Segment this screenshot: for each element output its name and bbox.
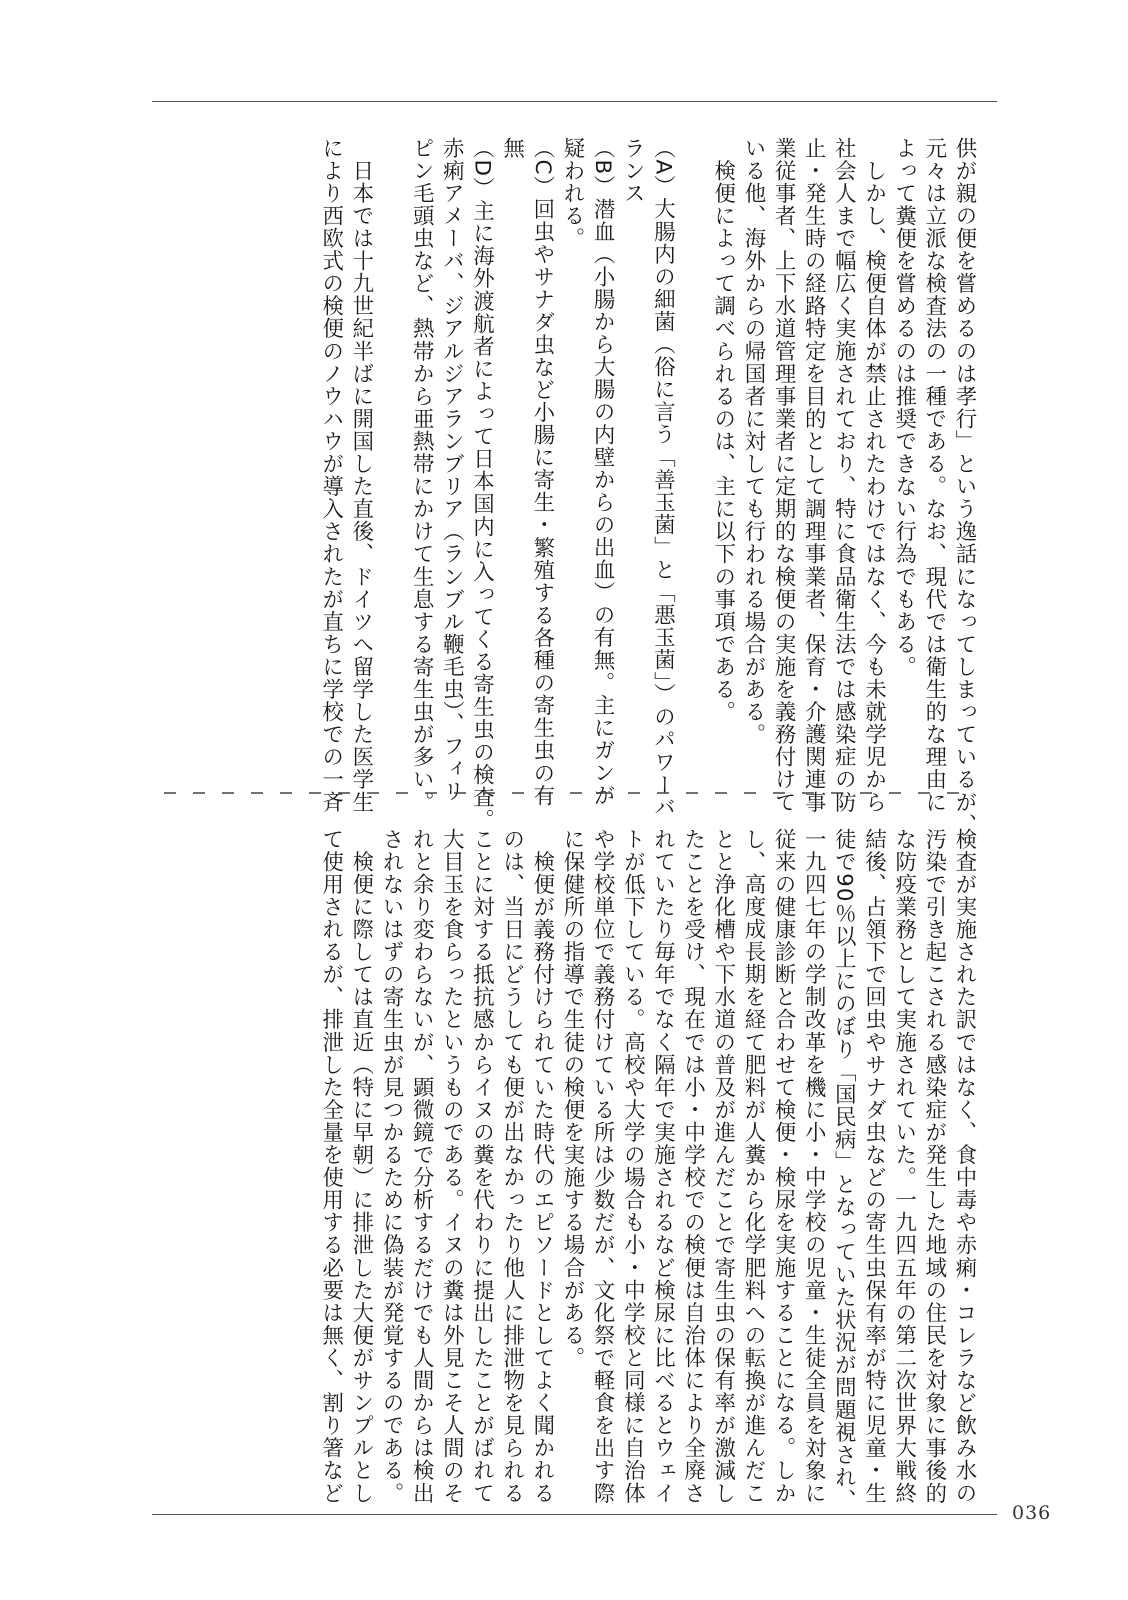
text-line: 検査が実施された訳ではなく、食中毒や赤痢・コレラなど飲み水の <box>952 828 977 1505</box>
page-number: 036 <box>1012 1502 1052 1524</box>
text-line: 大目玉を食らったというものである。イヌの糞は外見こそ人間のそ <box>439 828 465 1505</box>
text-line: 元々は立派な検査法の一種である。なお、現代では衛生的な理由に <box>921 137 947 814</box>
text-line: 業従事者、上下水道管理事業者に定期的な検便の実施を義務付けて <box>771 137 797 814</box>
text-line: いる他、海外からの帰国者に対しても行われる場合がある。 <box>740 137 766 746</box>
text-line: よって糞便を嘗めるのは推奨できない行為でもある。 <box>891 137 917 679</box>
text-line: （C）回虫やサナダ虫など小腸に寄生・繁殖する各種の寄生虫の有 <box>529 137 555 808</box>
bottom-rule <box>152 1514 997 1515</box>
text-line: 無 <box>499 137 525 160</box>
text-line: トが低下している。高校や大学の場合も小・中学校と同様に自治体 <box>620 828 646 1505</box>
text-line: 赤痢アメーバ、ジアルジアランブリア（ランブル鞭毛虫）、フィリ <box>439 137 465 803</box>
text-line: 検便が義務付けられていた時代のエピソードとしてよく聞かれる <box>529 828 555 1505</box>
text-line: 汚染で引き起こされる感染症が発生した地域の住民を対象に事後的 <box>921 828 947 1505</box>
text-line <box>677 137 707 777</box>
text-line: な防疫業務として実施されていた。一九四五年の第二次世界大戦終 <box>891 828 917 1505</box>
text-line: 検便によって調べられるのは、主に以下の事項である。 <box>710 137 736 724</box>
text-line: されないはずの寄生虫が見つかるために偽装が発覚するのである。 <box>379 828 405 1505</box>
text-line: 検便に際しては直近（特に早朝）に排泄した大便がサンプルとし <box>348 828 374 1505</box>
text-line: たことを受け、現在では小・中学校での検便は自治体により全廃さ <box>680 828 706 1505</box>
text-line: ことに対する抵抗感からイヌの糞を代わりに提出したことがばれて <box>469 828 495 1505</box>
text-line: 供が親の便を嘗めるのは孝行」という逸話になってしまっているが、 <box>952 137 977 837</box>
section-separator <box>160 787 972 799</box>
text-line: や学校単位で義務付けている所は少数だが、文化祭で軽食を出す際 <box>590 828 616 1505</box>
upper-text-block <box>316 137 979 837</box>
top-rule <box>152 101 997 102</box>
text-line: 結後、占領下で回虫やサナダ虫などの寄生虫保有率が特に児童・生 <box>861 828 887 1505</box>
text-line: ピン毛頭虫など、熱帯から亜熱帯にかけて生息する寄生虫が多い。 <box>409 137 435 814</box>
text-line: 社会人まで幅広く実施されており、特に食品衛生法では感染症の防 <box>831 137 857 814</box>
text-line: 一九四七年の学制改革を機に小・中学校の児童・生徒全員を対象に <box>801 828 827 1505</box>
text-line: れと余り変わらないが、顕微鏡で分析するだけでも人間からは検出 <box>409 828 435 1505</box>
lower-text-block <box>316 828 979 1512</box>
text-line <box>376 137 406 777</box>
text-line: しかし、検便自体が禁止されたわけではなく、今も未就学児から <box>861 137 887 814</box>
text-line: 従来の健康診断と合わせて検便・検尿を実施することになる。しか <box>771 828 797 1505</box>
text-line: し、高度成長期を経て肥料が人糞から化学肥料への転換が進んだこ <box>740 828 766 1505</box>
text-line: ランス <box>620 137 646 205</box>
text-line: 疑われる。 <box>559 137 585 250</box>
text-line: （B）潜血（小腸から大腸の内壁からの出血）の有無。主にガンが <box>590 137 616 807</box>
text-line: のは、当日にどうしても便が出なかったり他人に排泄物を見られる <box>499 828 525 1505</box>
text-line: 日本では十九世紀半ばに開国した直後、ドイツへ留学した医学生 <box>348 137 374 814</box>
text-line: とと浄化槽や下水道の普及が進んだことで寄生虫の保有率が激減し <box>710 828 736 1505</box>
text-line: （D）主に海外渡航者によって日本国内に入ってくる寄生虫の検査。 <box>469 137 495 832</box>
text-line: （A）大腸内の細菌（俗に言う「善玉菌」と「悪玉菌」）のパワーバ <box>650 137 676 819</box>
text-line: に保健所の指導で生徒の検便を実施する場合がある。 <box>559 828 585 1370</box>
text-line: 徒で90％以上にのぼり「国民病」となっていた状況が問題視され、 <box>831 828 857 1512</box>
text-line: 止・発生時の経路特定を目的として調理事業者、保育・介護関連事 <box>801 137 827 814</box>
text-line: れていたり毎年でなく隔年で実施されるなど検尿に比べるとウェイ <box>650 828 676 1505</box>
text-line: て使用されるが、排泄した全量を使用する必要は無く、割り箸など <box>318 828 344 1505</box>
text-line: により西欧式の検便のノウハウが導入されたが直ちに学校での一斉 <box>318 137 344 814</box>
